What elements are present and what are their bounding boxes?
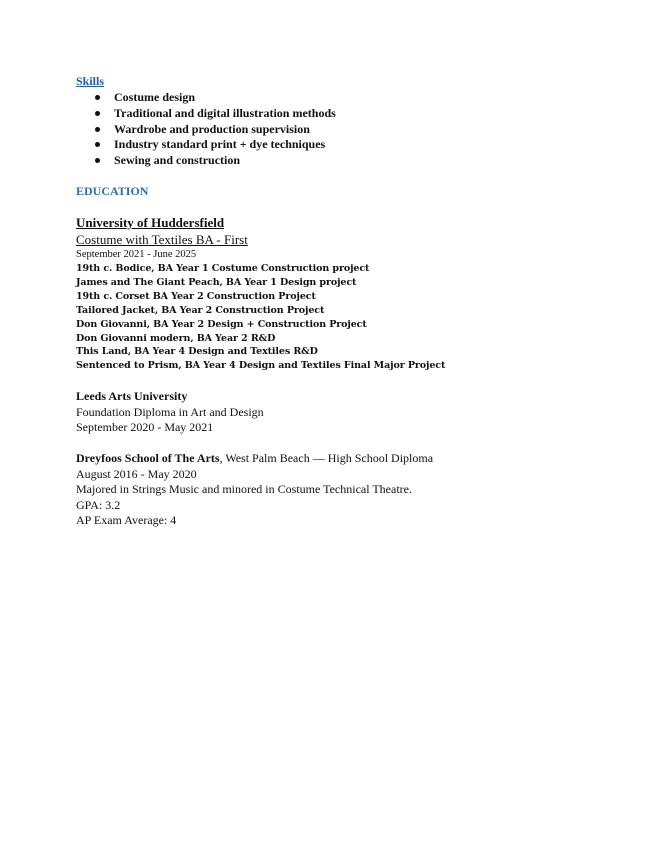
project-item: Tailored Jacket, BA Year 2 Construction Project <box>76 304 325 316</box>
location-diploma: , West Palm Beach — High School Diploma <box>219 451 434 465</box>
bullet-icon <box>95 111 100 116</box>
program-title: Foundation Diploma in Art and Design <box>76 404 264 419</box>
bullet-icon <box>95 158 100 163</box>
gpa: GPA: 3.2 <box>76 497 121 512</box>
project-item: Sentenced to Prism, BA Year 4 Design and Textiles Final Major Project <box>76 360 446 372</box>
skills-heading: Skills <box>76 74 105 88</box>
bullet-icon <box>95 142 100 147</box>
skill-item <box>93 153 336 169</box>
project-item: This Land, BA Year 4 Design and Textiles R&D <box>76 346 318 358</box>
institution-name: Dreyfoos School of The Arts <box>76 451 220 465</box>
skill-item <box>93 137 336 153</box>
leeds-entry <box>76 389 264 436</box>
institution-name: Leeds Arts University <box>76 389 188 403</box>
majors-note: Majored in Strings Music and minored in Costume Technical Theatre. <box>76 482 412 496</box>
bullet-icon <box>95 95 100 100</box>
dreyfoos-entry <box>76 451 433 529</box>
skill-label: Industry standard print + dye techniques <box>114 137 326 152</box>
date-range: August 2016 - May 2020 <box>76 466 197 481</box>
skill-item <box>93 122 336 138</box>
project-item: Don Giovanni, BA Year 2 Design + Construction Project <box>76 318 367 330</box>
date-range: September 2020 - May 2021 <box>76 420 214 434</box>
huddersfield-entry <box>76 214 445 373</box>
skill-label: Sewing and construction <box>114 153 241 168</box>
skill-label: Traditional and digital illustration methods <box>114 105 336 120</box>
skills-list <box>93 90 336 169</box>
skill-label: Costume design <box>114 90 196 104</box>
skill-item <box>93 106 336 122</box>
bullet-icon <box>95 127 100 132</box>
skill-label: Wardrobe and production supervision <box>114 121 310 136</box>
institution-line <box>76 451 433 467</box>
project-item: Don Giovanni modern, BA Year 2 R&D <box>76 332 276 344</box>
institution-name: University of Huddersfield <box>76 215 225 230</box>
date-range: September 2021 - June 2025 <box>76 249 197 260</box>
project-item: 19th c. Corset BA Year 2 Construction Project <box>76 290 316 302</box>
degree-title: Costume with Textiles BA - First <box>76 232 248 247</box>
project-item: James and The Giant Peach, BA Year 1 Design project <box>76 276 357 288</box>
ap-average: AP Exam Average: 4 <box>76 513 177 527</box>
education-heading: EDUCATION <box>76 184 149 198</box>
skill-item <box>93 90 336 106</box>
project-item: 19th c. Bodice, BA Year 1 Costume Construction project <box>76 263 370 274</box>
